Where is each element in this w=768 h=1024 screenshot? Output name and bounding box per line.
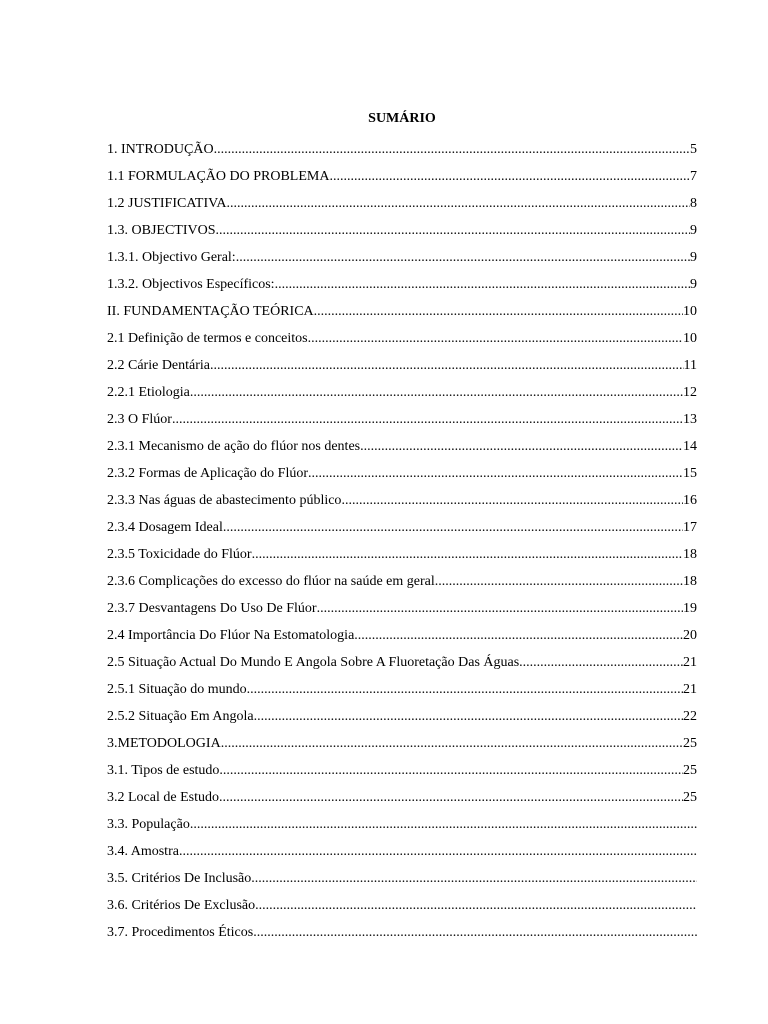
- toc-dot-leader: [252, 546, 683, 564]
- toc-entry: [107, 708, 697, 735]
- toc-dot-leader: [190, 816, 697, 834]
- toc-entry-page-number: 14: [683, 439, 697, 454]
- toc-entry-page-number: 16: [683, 493, 697, 508]
- toc-entry-page-number: 5: [690, 142, 697, 157]
- toc-entry: [107, 546, 697, 573]
- toc-entry-label: 2.3.7 Desvantagens Do Uso De Flúor: [107, 601, 317, 616]
- toc-entry-page-number: 9: [690, 223, 697, 238]
- toc-entry-label: 2.5.1 Situação do mundo: [107, 682, 247, 697]
- toc-dot-leader: [254, 708, 683, 726]
- toc-dot-leader: [227, 195, 690, 213]
- toc-entry: [107, 924, 697, 951]
- toc-dot-leader: [308, 330, 683, 348]
- toc-dot-leader: [219, 762, 683, 780]
- toc-dot-leader: [190, 384, 683, 402]
- toc-entry-label: 2.3.2 Formas de Aplicação do Flúor: [107, 466, 309, 481]
- toc-dot-leader: [308, 465, 683, 483]
- toc-entry: [107, 735, 697, 762]
- toc-title: SUMÁRIO: [368, 111, 436, 126]
- toc-entry: [107, 762, 697, 789]
- toc-entry: [107, 789, 697, 816]
- toc-entry: [107, 600, 697, 627]
- toc-dot-leader: [214, 141, 690, 159]
- toc-dot-leader: [354, 627, 683, 645]
- toc-entry-label: 1.3.2. Objectivos Específicos:: [107, 277, 275, 292]
- toc-dot-leader: [236, 249, 690, 267]
- toc-entry: [107, 438, 697, 465]
- toc-entry: [107, 816, 697, 843]
- toc-entry-page-number: 10: [683, 331, 697, 346]
- toc-entry-page-number: 10: [683, 304, 697, 319]
- toc-entry-page-number: 9: [690, 250, 697, 265]
- toc-entry: [107, 168, 697, 195]
- toc-dot-leader: [519, 654, 683, 672]
- toc-entry: [107, 249, 697, 276]
- toc-entry-label: 2.3.5 Toxicidade do Flúor: [107, 547, 252, 562]
- toc-entry-page-number: 25: [683, 736, 697, 751]
- toc-dot-leader: [223, 519, 683, 537]
- toc-entry: [107, 492, 697, 519]
- toc-entry-page-number: 15: [683, 466, 697, 481]
- toc-entry-label: 1.3. OBJECTIVOS: [107, 223, 216, 238]
- toc-entry-label: 1. INTRODUÇÃO: [107, 142, 214, 157]
- toc-entry-page-number: 7: [690, 169, 697, 184]
- toc-dot-leader: [219, 789, 683, 807]
- toc-entry-page-number: 22: [683, 709, 697, 724]
- toc-entry: [107, 384, 697, 411]
- toc-entry: [107, 411, 697, 438]
- toc-entry-label: 3.2 Local de Estudo: [107, 790, 219, 805]
- toc-entry: [107, 654, 697, 681]
- toc-entry: [107, 519, 697, 546]
- toc-entry: [107, 141, 697, 168]
- toc-entry: [107, 870, 697, 897]
- toc-entry-label: 1.1 FORMULAÇÃO DO PROBLEMA: [107, 169, 330, 184]
- toc-entry-page-number: 25: [683, 790, 697, 805]
- toc-dot-leader: [341, 492, 683, 510]
- toc-entry: [107, 357, 697, 384]
- toc-entry-page-number: 25: [683, 763, 697, 778]
- toc-entry-label: 2.3.3 Nas águas de abastecimento público: [107, 493, 342, 508]
- toc-entry-page-number: 18: [683, 574, 697, 589]
- toc-dot-leader: [179, 843, 697, 861]
- toc-entry: [107, 843, 697, 870]
- toc-entry-label: 2.3.4 Dosagem Ideal: [107, 520, 223, 535]
- toc-entry-label: 3.1. Tipos de estudo: [107, 763, 220, 778]
- toc-entry: [107, 627, 697, 654]
- toc-entry-label: 1.2 JUSTIFICATIVA: [107, 196, 227, 211]
- toc-entry-label: 2.2 Cárie Dentária: [107, 358, 211, 373]
- toc-entry: [107, 195, 697, 222]
- toc-entry-label: 2.4 Importância Do Flúor Na Estomatologia: [107, 628, 355, 643]
- toc-dot-leader: [329, 168, 690, 186]
- toc-dot-leader: [210, 357, 684, 375]
- toc-entry: [107, 681, 697, 708]
- toc-entry-page-number: 21: [683, 682, 697, 697]
- toc-entry: [107, 897, 697, 924]
- toc-dot-leader: [247, 681, 683, 699]
- toc-dot-leader: [221, 735, 683, 753]
- toc-entry-label: 1.3.1. Objectivo Geral:: [107, 250, 236, 265]
- toc-dot-leader: [275, 276, 690, 294]
- toc-entry: [107, 303, 697, 330]
- toc-entry: [107, 465, 697, 492]
- toc-entry-page-number: 19: [683, 601, 697, 616]
- toc-entry-page-number: 11: [683, 358, 697, 373]
- toc-dot-leader: [172, 411, 683, 429]
- toc-entry-label: 3.6. Critérios De Exclusão: [107, 898, 256, 913]
- toc-entry-label: 3.3. População: [107, 817, 190, 832]
- toc-entry: [107, 330, 697, 357]
- toc-dot-leader: [253, 924, 697, 942]
- toc-entry-page-number: 20: [683, 628, 697, 643]
- toc-entry-label: 2.3.6 Complicações do excesso do flúor na saúde em geral: [107, 574, 435, 589]
- toc-dot-leader: [251, 870, 697, 888]
- toc-entry-label: 2.1 Definição de termos e conceitos: [107, 331, 308, 346]
- toc-entry-label: 3.7. Procedimentos Éticos: [107, 925, 254, 940]
- toc-entry-page-number: 12: [683, 385, 697, 400]
- toc-entry-label: 2.5.2 Situação Em Angola: [107, 709, 254, 724]
- toc-entry-label: 3.METODOLOGIA: [107, 736, 221, 751]
- toc-dot-leader: [314, 303, 683, 321]
- toc-entry-label: 3.5. Critérios De Inclusão: [107, 871, 252, 886]
- toc-entry-page-number: 21: [683, 655, 697, 670]
- toc-dot-leader: [360, 438, 683, 456]
- toc-dot-leader: [255, 897, 697, 915]
- toc-entry: [107, 573, 697, 600]
- toc-entry-label: 2.5 Situação Actual Do Mundo E Angola Sobre A Fluoretação Das Águas: [107, 655, 520, 670]
- toc-entry-page-number: 17: [683, 520, 697, 535]
- toc-entry-label: 2.3 O Flúor: [107, 412, 172, 427]
- toc-entry-page-number: 18: [683, 547, 697, 562]
- toc-dot-leader: [317, 600, 683, 618]
- toc-entry-label: 3.4. Amostra: [107, 844, 179, 859]
- toc-dot-leader: [216, 222, 690, 240]
- toc-entry-label: 2.3.1 Mecanismo de ação do flúor nos dentes: [107, 439, 361, 454]
- toc-entry-page-number: 13: [683, 412, 697, 427]
- toc-entry-label: II. FUNDAMENTAÇÃO TEÓRICA: [107, 304, 314, 319]
- toc-entry-page-number: 9: [690, 277, 697, 292]
- table-of-contents: [107, 141, 697, 951]
- toc-entry: [107, 276, 697, 303]
- toc-entry: [107, 222, 697, 249]
- toc-entry-page-number: 8: [690, 196, 697, 211]
- toc-dot-leader: [435, 573, 683, 591]
- toc-entry-label: 2.2.1 Etiologia: [107, 385, 190, 400]
